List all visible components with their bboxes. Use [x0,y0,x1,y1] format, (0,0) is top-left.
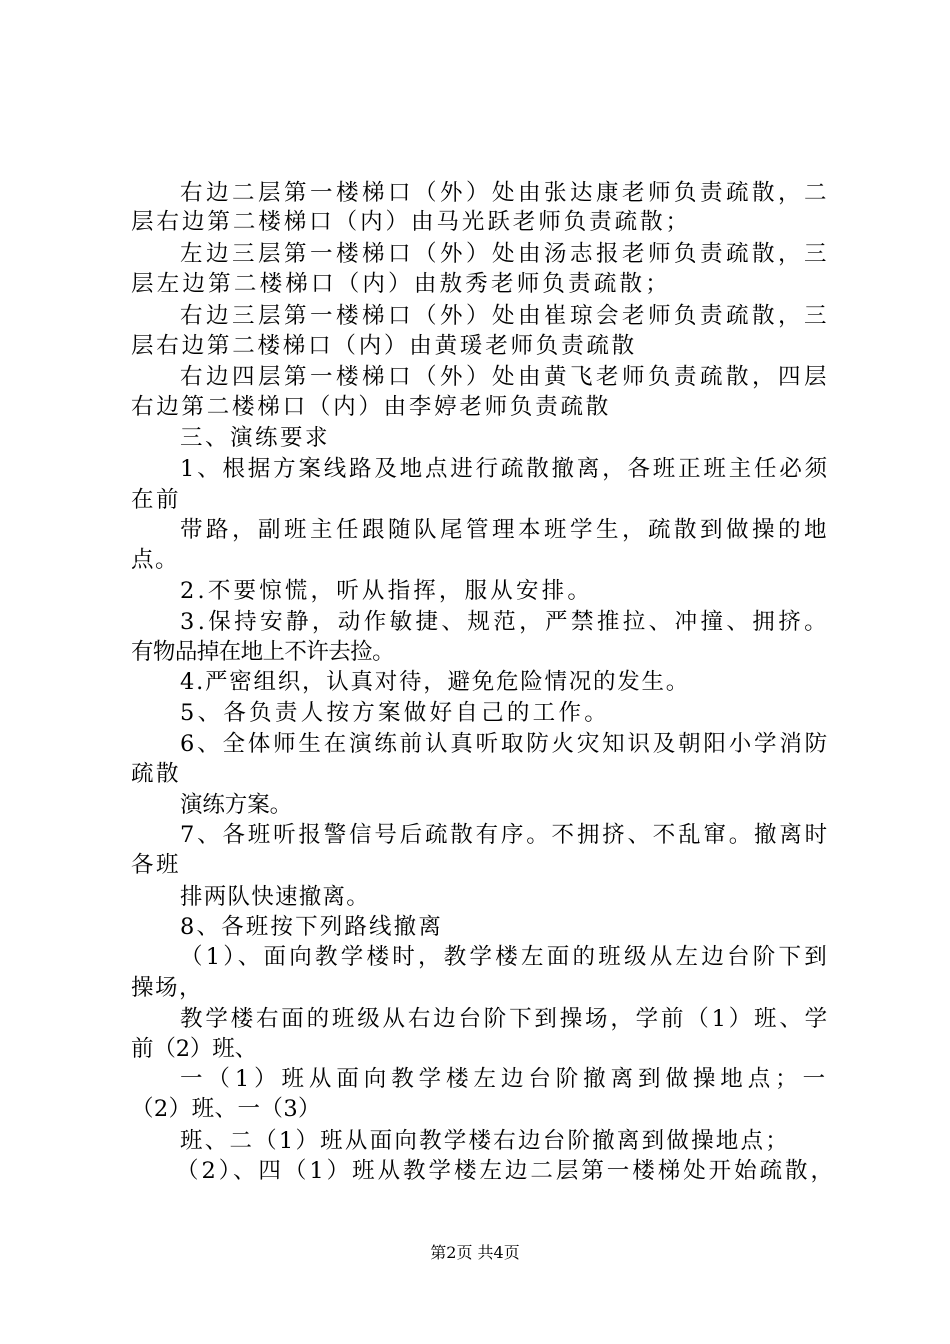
text-line: 层右边第二楼梯口（内）由马光跃老师负责疏散； [131,209,691,235]
text-line: 操场， [131,975,203,1001]
text-line: 在前 [131,487,181,513]
text-line: 3.保持安静，动作敏捷、规范，严禁推拉、冲撞、拥挤。 [180,609,830,635]
text-line: 左边三层第一楼梯口（外）处由汤志报老师负责疏散，三 [180,241,830,267]
text-line: 层右边第二楼梯口（内）由黄瑗老师负责疏散 [131,333,637,359]
text-line: 带路，副班主任跟随队尾管理本班学生，疏散到做操的地 [180,517,830,543]
text-line: 点。 [131,547,179,573]
section-heading: 三、演练要求 [180,425,330,451]
text-line: 2.不要惊慌，听从指挥，服从安排。 [180,578,593,604]
text-line: 4.严密组织，认真对待，避免危险情况的发生。 [180,669,690,695]
text-line: 6、全体师生在演练前认真听取防火灾知识及朝阳小学消防 [180,731,830,757]
text-line: 右边三层第一楼梯口（外）处由崔琼会老师负责疏散，三 [180,303,830,329]
text-line: 右边第二楼梯口（内）由李婷老师负责疏散 [131,394,611,420]
text-line: （2）、四（1）班从教学楼左边二层第一楼梯处开始疏散， [176,1158,836,1184]
text-line: （2）班、一（3） [131,1096,321,1122]
text-line: 8、各班按下列路线撤离 [180,914,443,940]
text-line: 5、各负责人按方案做好自己的工作。 [180,700,610,726]
text-line: 一（1）班从面向教学楼左边台阶撤离到做操地点；一 [180,1066,830,1092]
text-line: 前（2）班、 [131,1036,257,1062]
text-line: 班、二（1）班从面向教学楼右边台阶撤离到做操地点； [180,1128,790,1154]
text-line: 教学楼右面的班级从右边台阶下到操场，学前（1）班、学 [180,1006,830,1032]
text-line: 排两队快速撤离。 [180,884,370,910]
text-line: 右边四层第一楼梯口（外）处由黄飞老师负责疏散，四层 [180,364,830,390]
text-line: 层左边第二楼梯口（内）由敖秀老师负责疏散； [131,271,671,297]
text-line: 有物品掉在地上不许去捡。 [131,639,394,665]
text-line: 1、根据方案线路及地点进行疏散撤离，各班正班主任必须 [180,456,830,482]
page-footer: 第2页 共4页 [430,1243,520,1262]
text-line: （1）、面向教学楼时，教学楼左面的班级从左边台阶下到 [180,944,830,970]
text-line: 演练方案。 [180,792,292,818]
text-line: 右边二层第一楼梯口（外）处由张达康老师负责疏散，二 [180,180,830,206]
text-line: 7、各班听报警信号后疏散有序。不拥挤、不乱窜。撤离时 [180,822,830,848]
text-line: 各班 [131,852,181,878]
text-line: 疏散 [131,761,181,787]
